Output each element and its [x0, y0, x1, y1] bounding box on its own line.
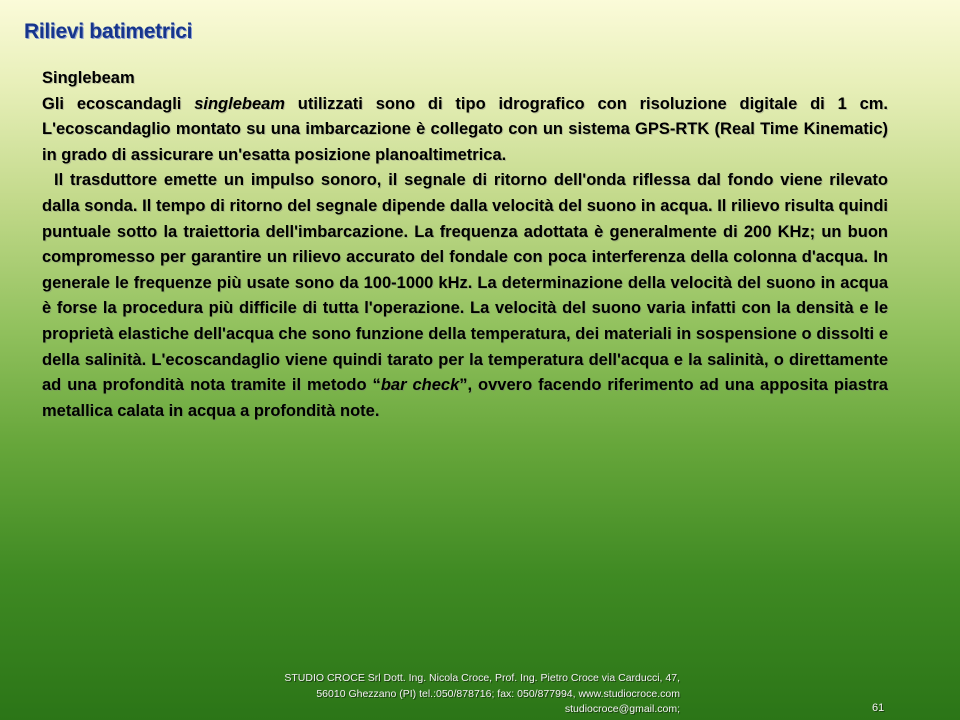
page-number: 61	[872, 702, 885, 714]
slide-body	[42, 66, 888, 424]
section-heading: Singlebeam	[42, 69, 135, 87]
footer-line-2: 56010 Ghezzano (PI) tel.:050/878716; fax: 050/877994, www.studiocroce.com	[316, 687, 680, 700]
footer-line-1: STUDIO CROCE Srl Dott. Ing. Nicola Croce, Prof. Ing. Pietro Croce via Carducci, 47,	[284, 672, 680, 684]
paragraph-1-italic-term: singlebeam	[194, 94, 285, 113]
paragraph-1-text-start: Gli ecoscandagli	[42, 94, 195, 113]
paragraph-2	[42, 168, 888, 424]
paragraph-2-italic-term: bar check	[380, 376, 460, 395]
footer-line-3: studiocroce@gmail.com;	[564, 703, 680, 715]
slide-title: Rilievi batimetrici	[24, 20, 193, 43]
paragraph-2-text-end: ”, ovvero facendo riferimento ad una apposita piastra metallica calata in acqua a profondità note.	[42, 376, 888, 420]
paragraph-2-text-start: Il trasduttore emette un impulso sonoro, il segnale di ritorno dell'onda riflessa dal fondo viene rilevato dalla sonda. Il tempo di ritorno del segnale dipende dalla velocità del suono in acqua. Il rilievo risulta quindi puntuale sotto la traiettoria dell'imbarcazione. La frequenza adottata è generalmente di 200 KHz; un buon compromesso per garantire un rilievo accurato del fondale con poca interferenza della colonna d'acqua. In generale le frequenze più usate sono da 100-1000 kHz. La determinazione della velocità del suono in acqua è forse la procedura più difficile di tutta l'operazione. La velocità del suono varia infatti con la densità e le proprietà elastiche dell'acqua che sono funzione della temperatura, dei materiali in sospensione o dissolti e della salinità. L'ecoscandaglio viene quindi tarato per la temperatura dell'acqua e la salinità, o direttamente ad una profondità nota tramite il metodo “	[42, 171, 888, 395]
footer	[170, 671, 680, 718]
paragraph-1-text-end: utilizzati sono di tipo idrografico con risoluzione digitale di 1 cm. L'ecoscandaglio montato su una imbarcazione è collegato con un sistema GPS-RTK (Real Time Kinematic) in grado di assicurare un'esatta posizione planoaltimetrica.	[42, 94, 888, 164]
paragraph-1	[42, 92, 888, 169]
